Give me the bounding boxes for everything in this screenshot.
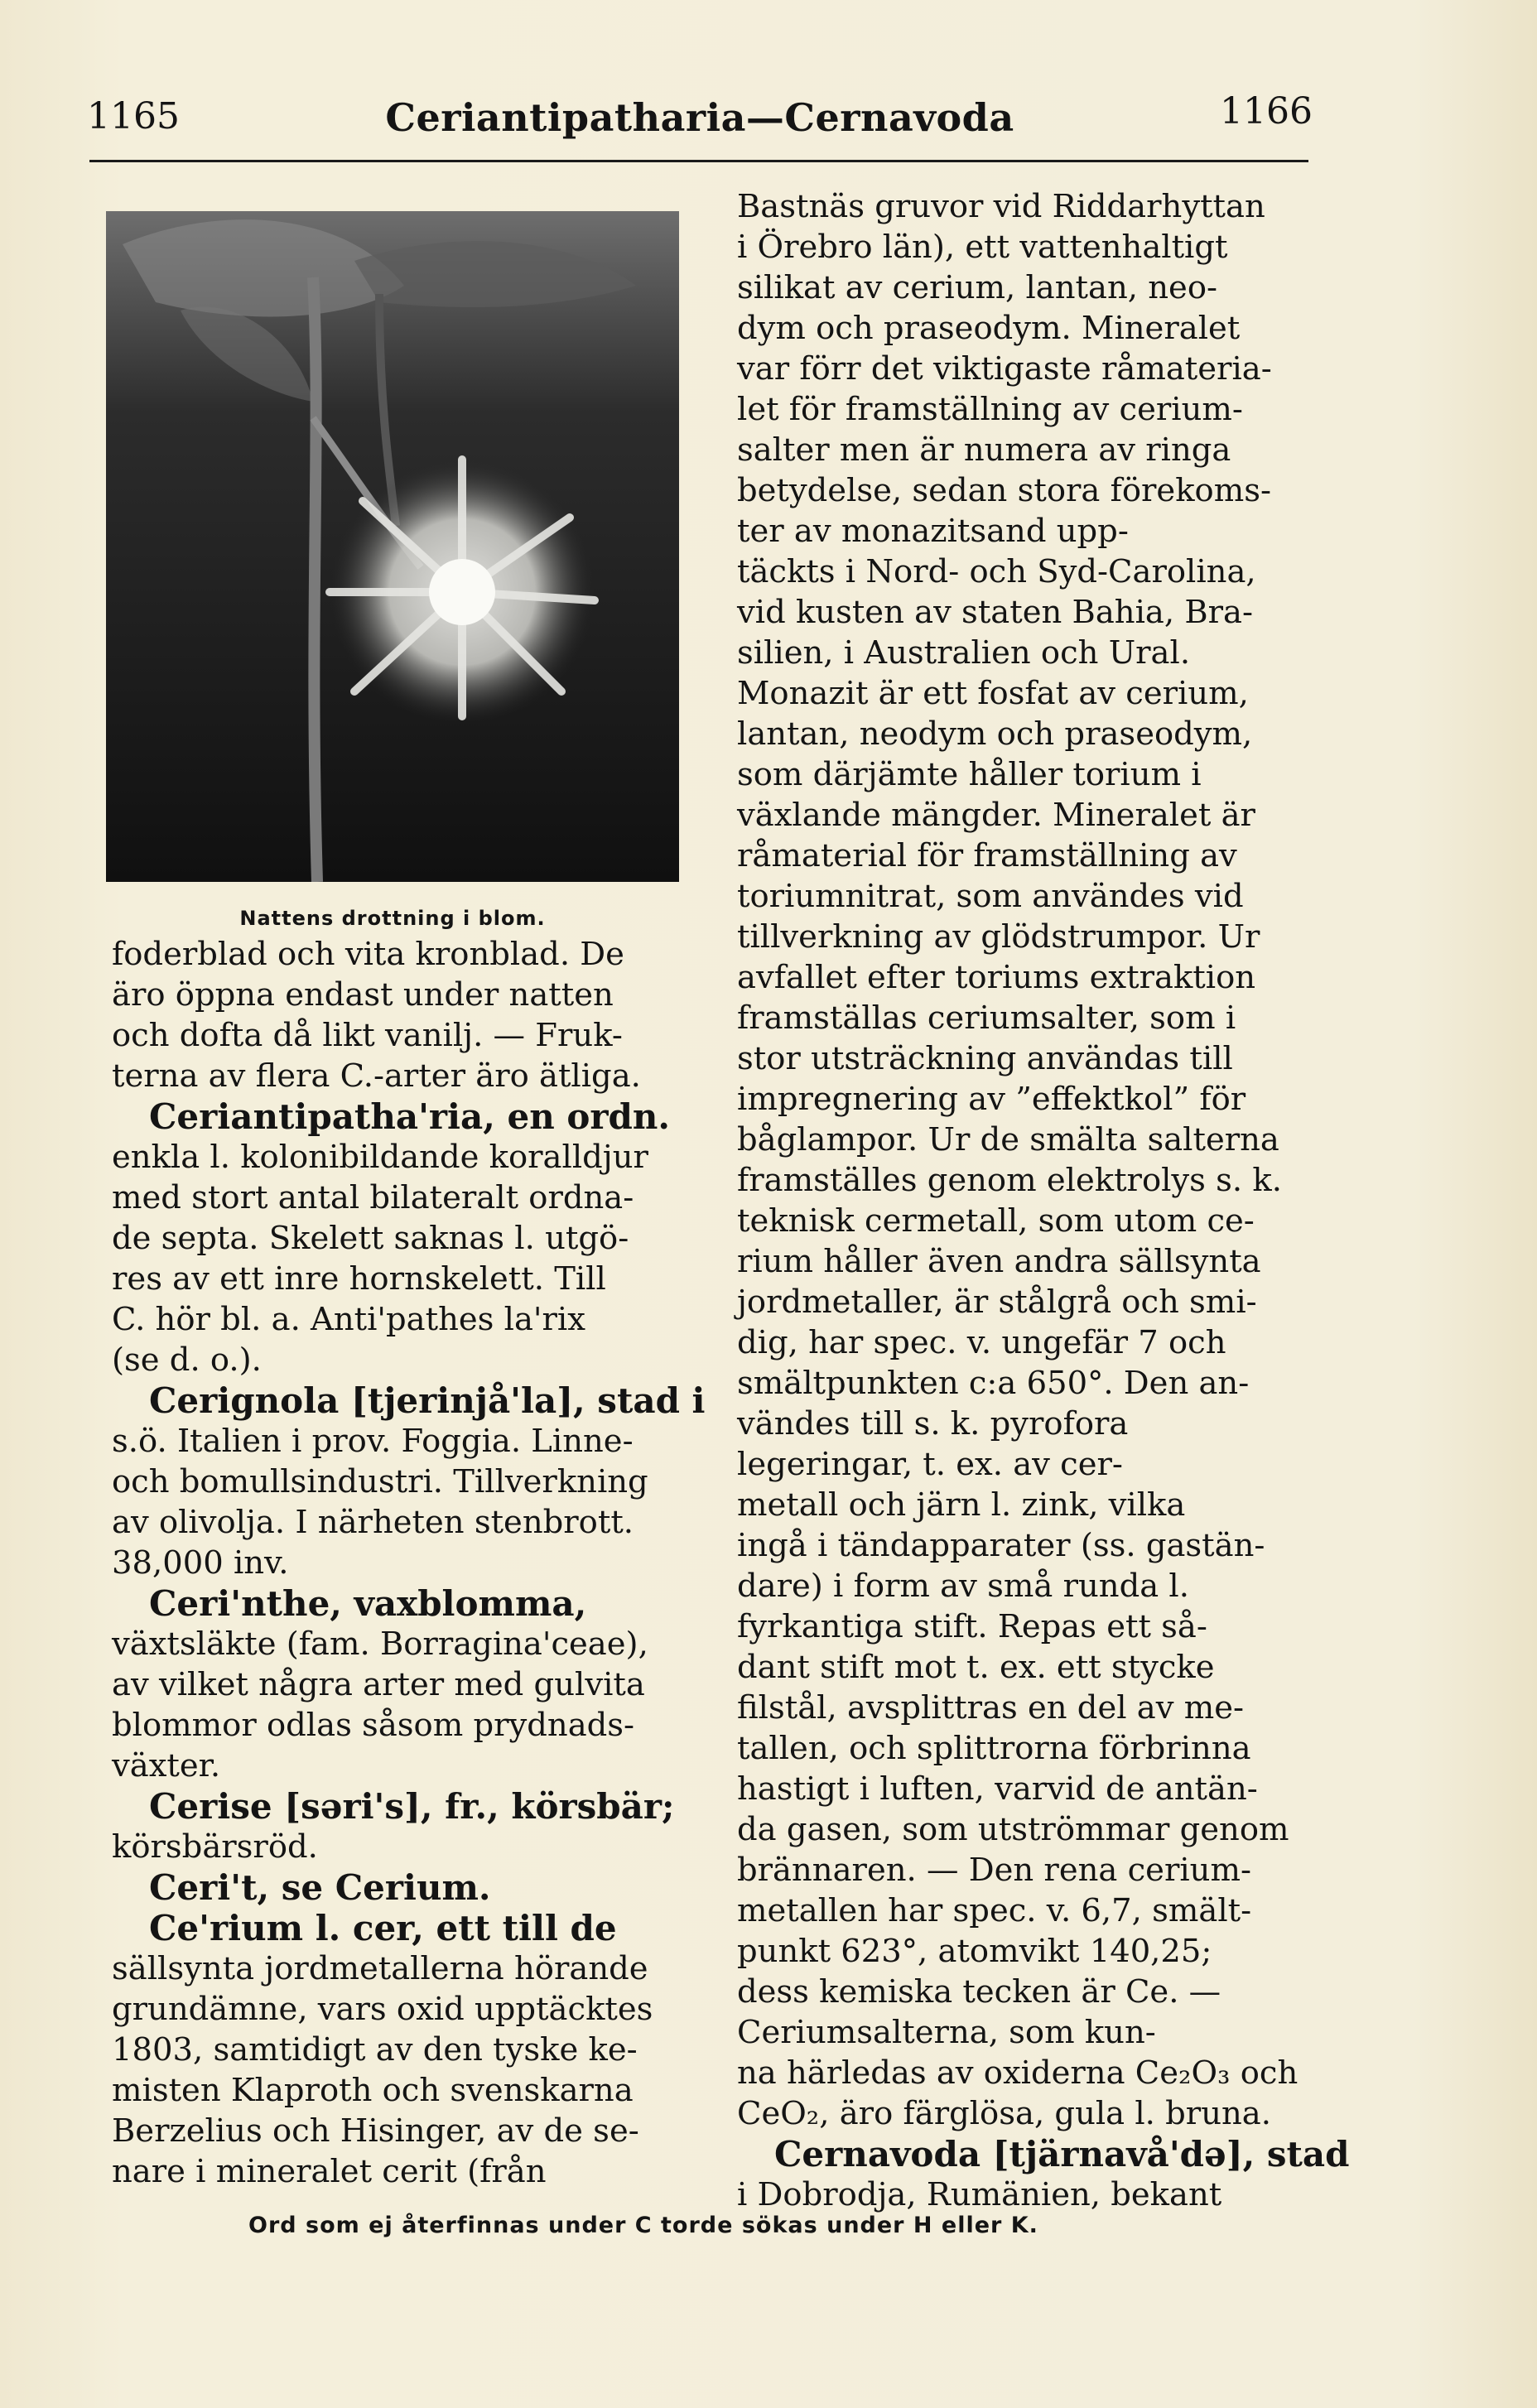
text-line: rium håller även andra sällsynta [737, 1243, 1261, 1280]
page-footer-note: Ord som ej återfinnas under C torde sökas under H eller K. [248, 2213, 1038, 2238]
text-line: växter. [112, 1747, 221, 1784]
right-column [737, 186, 1350, 2215]
text-line: och bomullsindustri. Tillverkning [112, 1463, 648, 1500]
text-line: metallen har spec. v. 6,7, smält- [737, 1892, 1252, 1929]
text-line: Berzelius och Hisinger, av de se- [112, 2112, 639, 2150]
text-line: C. hör bl. a. Anti'pathes la'rix [112, 1301, 585, 1338]
text-line: med stort antal bilateralt ordna- [112, 1179, 634, 1216]
text-line: hastigt i luften, varvid de antän- [737, 1770, 1258, 1808]
text-line: silikat av cerium, lantan, neo- [737, 269, 1218, 306]
text-line: foderblad och vita kronblad. De [112, 936, 624, 973]
entry-cerit: Ceri't, se Cerium. [149, 1867, 491, 1908]
page-header [87, 90, 1313, 153]
text-line: Ceriumsalterna, som kun- [737, 2014, 1156, 2051]
flower-photograph [106, 211, 679, 882]
text-line: jordmetaller, är stålgrå och smi- [737, 1283, 1257, 1321]
text-line: fyrkantiga stift. Repas ett så- [737, 1608, 1207, 1645]
text-line: ingå i tändapparater (ss. gastän- [737, 1527, 1265, 1564]
text-line: växlande mängder. Mineralet är [737, 797, 1255, 834]
text-line: som därjämte håller torium i [737, 756, 1202, 793]
text-line: körsbärsröd. [112, 1828, 318, 1866]
text-line: 38,000 inv. [112, 1544, 289, 1582]
text-line: vändes till s. k. pyrofora [737, 1405, 1129, 1442]
text-line: brännaren. — Den rena cerium- [737, 1852, 1251, 1889]
page-number-right: 1166 [1220, 90, 1313, 132]
text-line: tillverkning av glödstrumpor. Ur [737, 918, 1260, 956]
text-line: dant stift mot t. ex. ett stycke [737, 1649, 1215, 1686]
text-line: let för framställning av cerium- [737, 391, 1243, 428]
text-line: metall och järn l. zink, vilka [737, 1486, 1186, 1524]
text-line: äro öppna endast under natten [112, 976, 614, 1014]
text-line: 1803, samtidigt av den tyske ke- [112, 2031, 638, 2068]
text-line: dare) i form av små runda l. [737, 1568, 1189, 1605]
running-title: Ceriantipatharia—Cernavoda [385, 95, 1014, 140]
entry-cerise: Cerise [səri's], fr., körsbär; [149, 1786, 675, 1827]
text-line: båglampor. Ur de smälta salterna [737, 1121, 1279, 1158]
text-line: grundämne, vars oxid upptäcktes [112, 1991, 653, 2028]
text-line: stor utsträckning användas till [737, 1040, 1233, 1077]
text-line: CeO₂, äro färglösa, gula l. bruna. [737, 2095, 1271, 2132]
text-line: och dofta då likt vanilj. — Fruk- [112, 1017, 623, 1054]
left-column [112, 934, 706, 2192]
text-line: salter men är numera av ringa [737, 431, 1231, 469]
header-rule [89, 160, 1308, 162]
text-line: smältpunkten c:a 650°. Den an- [737, 1365, 1250, 1402]
text-line: dym och praseodym. Mineralet [737, 310, 1241, 347]
text-line: framställas ceriumsalter, som i [737, 999, 1236, 1037]
text-line: betydelse, sedan stora förekoms- [737, 472, 1271, 509]
text-line: enkla l. kolonibildande koralldjur [112, 1139, 648, 1176]
figure-caption: Nattens drottning i blom. [239, 907, 546, 930]
text-line: av vilket några arter med gulvita [112, 1666, 645, 1703]
text-line: filstål, avsplittras en del av me- [737, 1689, 1245, 1727]
text-line: de septa. Skelett saknas l. utgö- [112, 1220, 629, 1257]
text-line: i Dobrodja, Rumänien, bekant [737, 2176, 1222, 2213]
text-line: täckts i Nord- och Syd-Carolina, [737, 553, 1256, 590]
text-line: dess kemiska tecken är Ce. — [737, 1973, 1221, 2011]
text-line: da gasen, som utströmmar genom [737, 1811, 1289, 1848]
entry-cernavoda: Cernavoda [tjärnavå'də], stad [774, 2134, 1350, 2174]
text-line: Bastnäs gruvor vid Riddarhyttan [737, 188, 1265, 225]
text-line: blommor odlas såsom prydnads- [112, 1707, 635, 1744]
text-line: sällsynta jordmetallerna hörande [112, 1950, 648, 1987]
page-number-left: 1165 [87, 95, 180, 137]
text-line: framställes genom elektrolys s. k. [737, 1162, 1282, 1199]
text-line: s.ö. Italien i prov. Foggia. Linne- [112, 1423, 634, 1460]
text-line: impregnering av ”effektkol” för [737, 1081, 1246, 1118]
entry-cerinthe: Ceri'nthe, vaxblomma, [149, 1583, 587, 1624]
entry-cerium: Ce'rium l. cer, ett till de [149, 1908, 617, 1948]
text-line: legeringar, t. ex. av cer- [737, 1446, 1123, 1483]
text-line: teknisk cermetall, som utom ce- [737, 1202, 1255, 1240]
text-line: lantan, neodym och praseodym, [737, 715, 1253, 753]
text-line: na härledas av oxiderna Ce₂O₃ och [737, 2054, 1298, 2092]
text-line: Monazit är ett fosfat av cerium, [737, 675, 1249, 712]
text-line: misten Klaproth och svenskarna [112, 2072, 634, 2109]
text-line: i Örebro län), ett vattenhaltigt [737, 229, 1228, 266]
entry-ceriantipatharia: Ceriantipatha'ria, en ordn. [149, 1096, 671, 1137]
text-line: var förr det viktigaste råmateria- [737, 350, 1272, 388]
text-line: toriumnitrat, som användes vid [737, 878, 1244, 915]
text-line: punkt 623°, atomvikt 140,25; [737, 1933, 1212, 1970]
text-line: växtsläkte (fam. Borragina'ceae), [112, 1625, 648, 1663]
text-line: ter av monazitsand upp- [737, 513, 1129, 550]
text-line: dig, har spec. v. ungefär 7 och [737, 1324, 1226, 1361]
entry-cerignola: Cerignola [tjerinjå'la], stad i [149, 1380, 706, 1421]
text-line: råmaterial för framställning av [737, 837, 1237, 874]
text-line: nare i mineralet cerit (från [112, 2153, 547, 2190]
text-line: avfallet efter toriums extraktion [737, 959, 1256, 996]
text-line: vid kusten av staten Bahia, Bra- [737, 594, 1253, 631]
text-line: silien, i Australien och Ural. [737, 634, 1191, 672]
text-line: (se d. o.). [112, 1341, 262, 1379]
text-line: res av ett inre hornskelett. Till [112, 1260, 606, 1298]
text-line: terna av flera C.-arter äro ätliga. [112, 1057, 641, 1095]
text-line: tallen, och splittrorna förbrinna [737, 1730, 1251, 1767]
text-line: av olivolja. I närheten stenbrott. [112, 1504, 634, 1541]
